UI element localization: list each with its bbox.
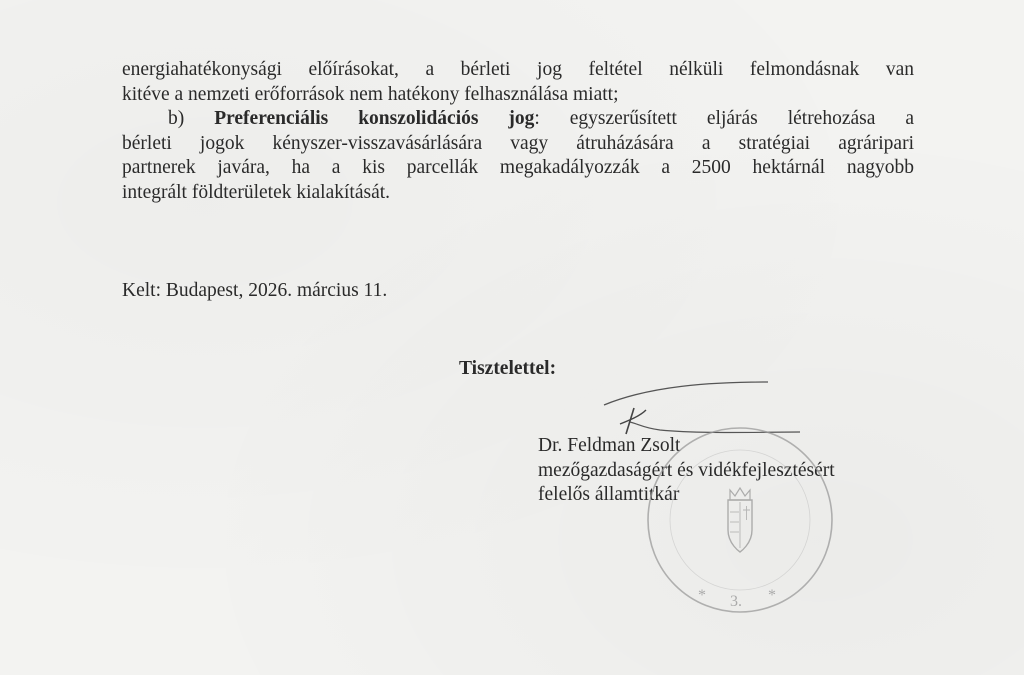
signer-title: felelős államtitkár bbox=[538, 484, 680, 506]
item-b-first-line bbox=[122, 107, 914, 132]
item-b-text: : egyszerűsített eljárás létrehozása a bbox=[534, 108, 914, 130]
item-b-bold-term: Preferenciális konszolidációs jog bbox=[214, 108, 535, 130]
body-line: bérleti jogok kényszer-visszavásárlására vagy átruházására a stratégiai agráripari bbox=[122, 132, 914, 154]
body-line: energiahatékonysági előírásokat, a bérleti jog feltétel nélküli felmondásnak van bbox=[122, 59, 914, 80]
signer-name: Dr. Feldman Zsolt bbox=[538, 435, 681, 456]
svg-text:*: * bbox=[698, 587, 706, 604]
body-line: integrált földterületek kialakítását. bbox=[122, 181, 391, 203]
svg-text:*: * bbox=[768, 587, 776, 604]
body-line: partnerek javára, ha a kis parcellák megakadályozzák a 2500 hektárnál nagyobb bbox=[122, 157, 914, 179]
coat-of-arms-icon bbox=[728, 488, 752, 552]
official-stamp bbox=[640, 420, 840, 620]
body-line: kitéve a nemzeti erőforrások nem hatékony felhasználása miatt; bbox=[122, 83, 619, 105]
date-line: Kelt: Budapest, 2026. március 11. bbox=[122, 280, 388, 301]
stamp-number: 3. bbox=[730, 593, 742, 610]
closing-salutation: Tisztelettel: bbox=[459, 358, 557, 379]
signer-title: mezőgazdaságért és vidékfejlesztésért bbox=[538, 459, 835, 481]
document-body bbox=[122, 58, 914, 206]
item-b-marker: b) bbox=[168, 108, 215, 130]
